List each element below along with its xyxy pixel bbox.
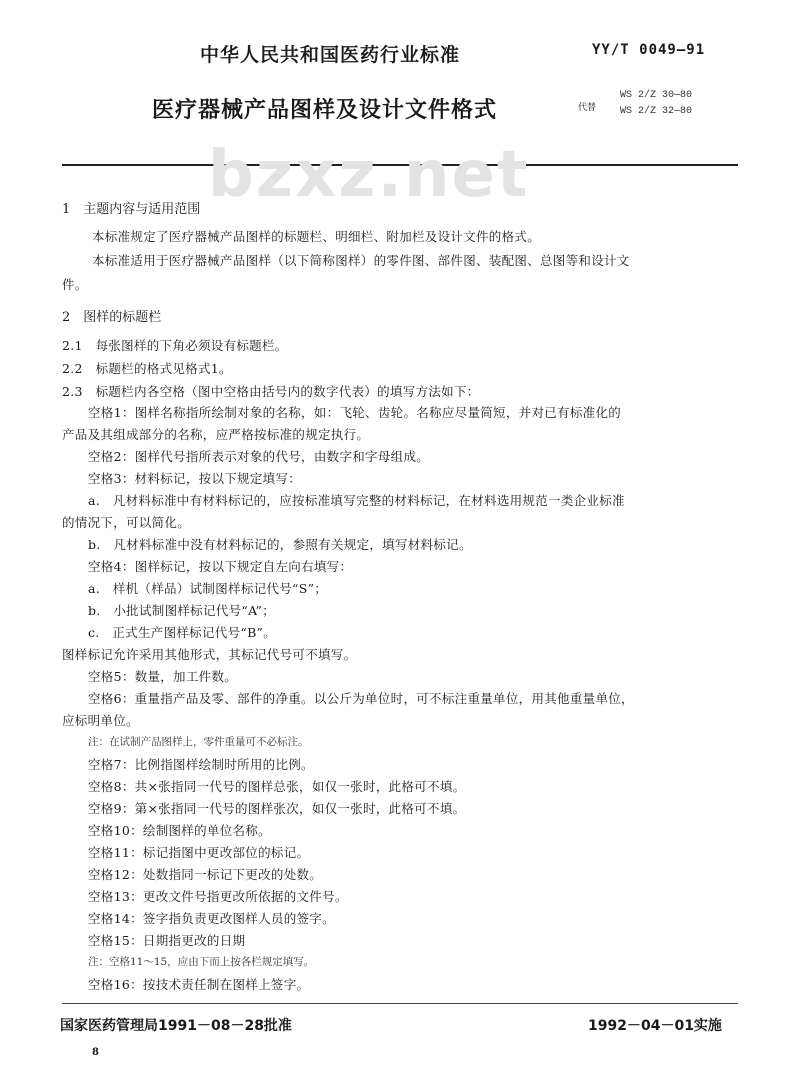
standard-number: YY/T 0049—91 bbox=[592, 42, 706, 58]
box-2: 空格2：图样代号指所表示对象的代号，由数字和字母组成。 bbox=[88, 449, 430, 464]
box-9: 空格9：第×张指同一代号的图样张次，如仅一张时，此格可不填。 bbox=[88, 801, 466, 816]
box-16: 空格16：按技术责任制在图样上签字。 bbox=[88, 977, 310, 992]
section-1-paragraph-1: 本标准规定了医疗器械产品图样的标题栏、明细栏、附加栏及设计文件的格式。 bbox=[92, 229, 541, 244]
box-3-a-line-2: 的情况下，可以简化。 bbox=[62, 515, 191, 530]
box-4-a: a. 样机（样品）试制图样标记代号“S”； bbox=[88, 581, 328, 596]
box-4-b: b. 小批试制图样标记代号“A”； bbox=[88, 603, 276, 618]
clause-2-3: 2.3 标题栏内各空格（图中空格由括号内的数字代表）的填写方法如下： bbox=[62, 384, 480, 399]
watermark: bzxz.net bbox=[208, 138, 530, 212]
replaced-standard-1: WS 2/Z 30—80 bbox=[620, 90, 693, 101]
approval-date: 国家医药管理局1991－08－28批准 bbox=[60, 1018, 292, 1034]
replaces-label: 代替 bbox=[578, 103, 597, 113]
box-11: 空格11：标记指图中更改部位的标记。 bbox=[88, 845, 310, 860]
box-1-line-2: 产品及其组成部分的名称，应严格按标准的规定执行。 bbox=[62, 427, 370, 442]
box-4-c: c. 正式生产图样标记代号“B”。 bbox=[88, 625, 277, 640]
box-3: 空格3：材料标记，按以下规定填写： bbox=[88, 471, 302, 486]
clause-2-2: 2.2 标题栏的格式见格式1。 bbox=[62, 361, 232, 376]
footer-divider bbox=[62, 1003, 738, 1004]
box-1-line-1: 空格1：图样名称指所绘制对象的名称，如：飞轮、齿轮。名称应尽量简短，并对已有标准化的 bbox=[88, 405, 622, 420]
box-5: 空格5：数量，加工件数。 bbox=[88, 669, 238, 684]
box-3-a-line-1: a. 凡材料标准中有材料标记的，应按标准填写完整的材料标记，在材料选用规范一类企业标准 bbox=[88, 493, 625, 508]
box-15: 空格15：日期指更改的日期 bbox=[88, 933, 246, 948]
section-1-heading: 1 主题内容与适用范围 bbox=[62, 202, 201, 217]
box-4: 空格4：图样标记，按以下规定自左向右填写： bbox=[88, 559, 353, 574]
clause-2-1: 2.1 每张图样的下角必须设有标题栏。 bbox=[62, 338, 288, 353]
box-8: 空格8：共×张指同一代号的图样总张，如仅一张时，此格可不填。 bbox=[88, 779, 466, 794]
box-6-line-1: 空格6：重量指产品及零、部件的净重。以公斤为单位时，可不标注重量单位，用其他重量单位， bbox=[88, 691, 634, 706]
replaced-standard-2: WS 2/Z 32—80 bbox=[620, 106, 693, 117]
box-13: 空格13：更改文件号指更改所依据的文件号。 bbox=[88, 889, 348, 904]
box-12: 空格12：处数指同一标记下更改的处数。 bbox=[88, 867, 323, 882]
section-2-heading: 2 图样的标题栏 bbox=[62, 310, 162, 325]
box-6-line-2: 应标明单位。 bbox=[62, 713, 139, 728]
note-1: 注：在试制产品图样上，零件重量可不必标注。 bbox=[88, 736, 309, 748]
box-4-note: 图样标记允许采用其他形式，其标记代号可不填写。 bbox=[62, 647, 357, 662]
document-title: 医疗器械产品图样及设计文件格式 bbox=[152, 98, 498, 123]
box-14: 空格14：签字指负责更改图样人员的签字。 bbox=[88, 911, 335, 926]
section-1-paragraph-2-line-2: 件。 bbox=[62, 277, 88, 292]
issuing-organization: 中华人民共和国医药行业标准 bbox=[200, 44, 461, 66]
note-2: 注：空格11～15，应由下而上按各栏规定填写。 bbox=[88, 956, 315, 968]
effective-date: 1992－04－01实施 bbox=[588, 1018, 722, 1034]
box-10: 空格10：绘制图样的单位名称。 bbox=[88, 823, 271, 838]
section-1-paragraph-2-line-1: 本标准适用于医疗器械产品图样（以下简称图样）的零件图、部件图、装配图、总图等和设计文 bbox=[92, 253, 630, 268]
page-number: 8 bbox=[92, 1047, 99, 1058]
box-3-b: b. 凡材料标准中没有材料标记的，参照有关规定，填写材料标记。 bbox=[88, 537, 472, 552]
box-7: 空格7：比例指图样绘制时所用的比例。 bbox=[88, 757, 314, 772]
